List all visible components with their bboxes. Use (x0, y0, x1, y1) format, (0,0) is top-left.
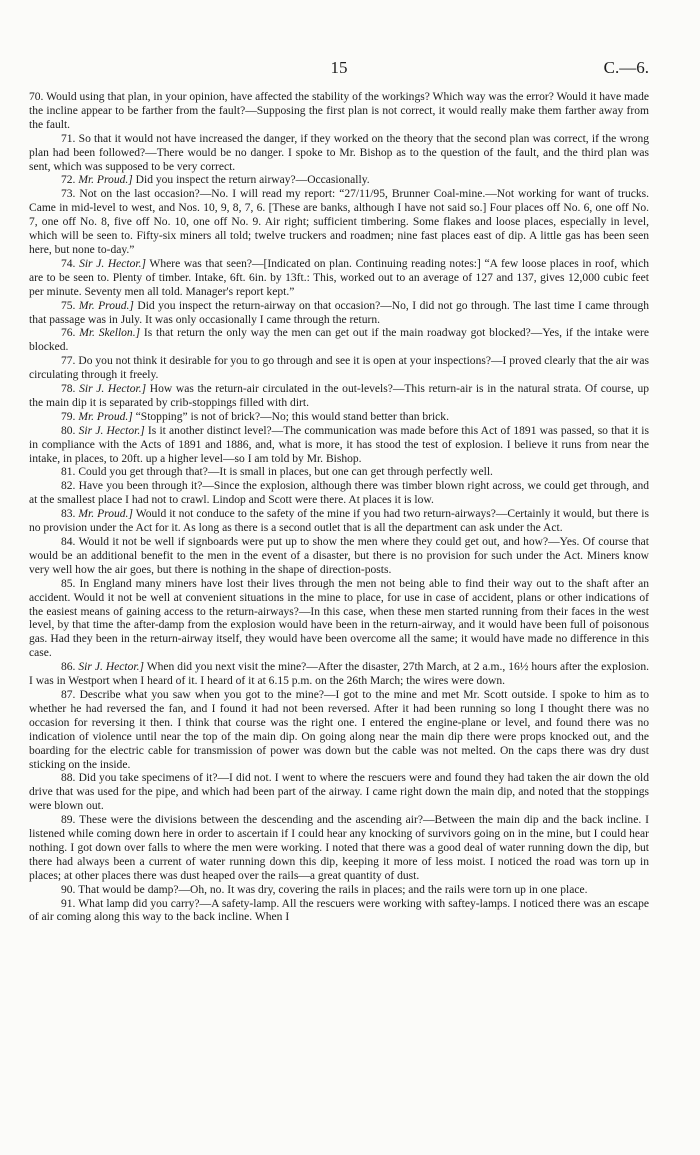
paragraph-text: Did you inspect the return-airway on that occasion?—No, I did not go through. The last time I came through that passage was in July. It was only occasionally I came through the return. (29, 299, 649, 326)
testimony-paragraph (29, 91, 649, 133)
paragraph-text: 90. That would be damp?—Oh, no. It was dry, covering the rails in places; and the rails were torn up in one place. (61, 883, 588, 896)
paragraph-text: When did you next visit the mine?—After the disaster, 27th March, at 2 a.m., 16½ hours after the explosion. I was in Westport when I heard of it. I heard of it at 6.15 p.m. on the 26th March; the wires were down. (29, 661, 649, 688)
testimony-paragraph (29, 814, 649, 884)
paragraph-text: 85. In England many miners have lost their lives through the men not being able to find their way out to the shaft after an accident. Would it not be well at convenient situations in the mine to place, for use in case of accident, plans or other indications of the easiest means of gaining access to the return-airways?—In this case, when these men started running from their faces in the west level, by that time the after-damp from the explosion would have been in the return-airway, and it would have been full of poisonous gas. Had they been in the return-airway itself, they would have been overcome all the same; it would have made no difference in this case. (29, 577, 649, 660)
testimony-paragraph (29, 689, 649, 772)
testimony-paragraph (29, 480, 649, 508)
speaker-name: Sir J. Hector.] (78, 424, 145, 437)
paragraph-text: Where was that seen?—[Indicated on plan. Continuing reading notes:] “A few loose places in roof, which are to be seen to. Plenty of timber. Intake, 6ft. 6in. by 13ft.: This, worked out to an average of 127 and 137, gives 12,000 cubic feet per minute. Seventy men all told. Manager's report kept.” (29, 257, 649, 298)
question-number: 78. (61, 383, 80, 396)
speaker-name: Mr. Proud.] (78, 508, 133, 521)
paragraph-text: 71. So that it would not have increased the danger, if they worked on the theory that the second plan was correct, if the wrong plan had been followed?—There would be no danger. I spoke to Mr. Bishop as to the question of the fault, and the third plan was sent, which was supposed to be very correct. (29, 132, 649, 173)
speaker-name: Sir J. Hector.] (78, 661, 144, 674)
document-reference: C.—6. (603, 58, 649, 77)
paragraph-text: How was the return-air circulated in the out-levels?—This return-air is in the natural strata. Of course, up the main dip it is separated by crib-stoppings filled with dirt. (29, 383, 649, 409)
testimony-paragraph (29, 188, 649, 258)
question-number: 80. (61, 424, 79, 437)
paragraph-text: Would it not conduce to the safety of the mine if you had two return-airways?—Certainly it would, but there is no provision under the Act for it. As long as there is a second outlet that is all the department can ask under the Act. (29, 508, 649, 535)
question-number: 79. (61, 410, 79, 423)
testimony-paragraph (29, 772, 649, 814)
testimony-paragraph (29, 258, 649, 300)
paragraph-text: Is it another distinct level?—The communication was made before this Act of 1891 was passed, so that it is in compliance with the Acts of 1891 and 1886, and, what is more, it has stood the test of explosion. I believe it runs from near the intake, in places, to 20ft. up a higher level—so I am told by Mr. Bishop. (29, 424, 649, 465)
page-number: 15 (330, 58, 348, 77)
speaker-name: Mr. Proud.] (78, 174, 133, 187)
question-number: 75. (61, 299, 79, 312)
speaker-name: Sir J. Hector.] (79, 257, 146, 270)
paragraph-text: Is that return the only way the men can get out if the main roadway got blocked?—Yes, if the intake were blocked. (29, 327, 649, 354)
paragraph-text: Did you inspect the return airway?—Occasionally. (132, 174, 370, 187)
testimony-body (29, 91, 649, 925)
paragraph-text: 81. Could you get through that?—It is small in places, but one can get through perfectly well. (61, 466, 493, 479)
testimony-paragraph (29, 355, 649, 383)
paragraph-text: 91. What lamp did you carry?—A safety-lamp. All the rescuers were working with saftey-lamps. I noticed there was an escape of air coming along this way to the back incline. When I (29, 897, 649, 924)
speaker-name: Sir J. Hector.] (79, 383, 147, 396)
testimony-paragraph (29, 133, 649, 175)
testimony-paragraph (29, 536, 649, 578)
speaker-name: Mr. Skellon.] (79, 327, 141, 340)
testimony-paragraph (29, 174, 649, 188)
speaker-name: Mr. Proud.] (78, 299, 134, 312)
paragraph-text: 88. Did you take specimens of it?—I did not. I went to where the rescuers were and found they had taken the air down the old drive that was used for the pipe, and which had been part of the airway. I came right down the main dip, and noted that the stoppings were blown out. (29, 772, 649, 813)
question-number: 74. (61, 257, 80, 270)
testimony-paragraph (29, 466, 649, 480)
testimony-paragraph (29, 411, 649, 425)
paragraph-text: 70. Would using that plan, in your opinion, have affected the stability of the workings? Which way was the error? Would it have made the incline appear to be farther from the fault?—Supposing the first plan is not correct, it would really make them farther away from the fault. (29, 91, 649, 131)
paragraph-text: 77. Do you not think it desirable for you to go through and see it is open at your inspections?—I proved clearly that the air was circulating through it freely. (29, 355, 649, 382)
testimony-paragraph (29, 425, 649, 467)
question-number: 86. (61, 661, 79, 674)
paragraph-text: 89. These were the divisions between the descending and the ascending air?—Between the main dip and the back incline. I listened while coming down here in order to ascertain if I could hear any knocking of survivors going on in the mine, but I could hear nothing. I got down over falls to where the men were working. I noted that there was a good deal of water running down the dip, but there had always been a current of water running down this dip, keeping it more of less moist. I noticed the road was torn up in places; at other places there was dust heaped over the rails—a great quantity of dust. (29, 814, 649, 882)
paragraph-text: “Stopping” is not of brick?—No; this would stand better than brick. (132, 410, 449, 423)
document-page (29, 0, 649, 924)
testimony-paragraph (29, 661, 649, 689)
testimony-paragraph (29, 383, 649, 411)
page-header (29, 0, 649, 78)
paragraph-text: 82. Have you been through it?—Since the explosion, although there was timber blown right across, we could get through, and at the smallest place I had not to crawl. Lindop and Scott were there. At places it is low. (29, 480, 649, 507)
testimony-paragraph (29, 508, 649, 536)
paragraph-text: 84. Would it not be well if signboards were put up to show the men where they could get out, and how?—Yes. Of course that would be an additional benefit to the men in the event of a disaster, but there is no provision for such under the Act. Miners know very well how the air goes, but there is nothing in the shape of direction-posts. (29, 536, 649, 576)
paragraph-text: 73. Not on the last occasion?—No. I will read my report: “27/11/95, Brunner Coal-mine.—Not working for want of trucks. Came in mid-level to west, and Nos. 10, 9, 8, 7, 6. [These are banks, although I have not said so.] Four places off No. 6, one off No. 7, one off No. 8, five off No. 10, one off No. 9. Air right; sufficient timbering. Some flakes and loose places, especially in level, which will be seen to. Fifty-six miners all told; twelve truckers and roadmen; nine fast places east of dip. A little gas has been seen here, but none to-day.” (29, 188, 649, 256)
testimony-paragraph (29, 884, 649, 898)
testimony-paragraph (29, 898, 649, 926)
question-number: 83. (61, 508, 79, 521)
question-number: 76. (61, 327, 80, 340)
testimony-paragraph (29, 327, 649, 355)
speaker-name: Mr. Proud.] (78, 410, 133, 423)
question-number: 72. (61, 174, 79, 187)
testimony-paragraph (29, 578, 649, 661)
testimony-paragraph (29, 300, 649, 328)
paragraph-text: 87. Describe what you saw when you got to the mine?—I got to the mine and met Mr. Scott outside. I spoke to him as to whether he had reversed the fan, and I found it had not been reversed. After it had been running so long I thought there was no occasion for reversing it then. I think that course was the right one. I entered the engine-plane or level, and found there was no indication of violence until near the top of the main dip. On going along near the main dip there were props knocked out, and the boarding for the electric cable for transmission of power was down but the cable was not melted. On the caps there was dry dust sticking on the inside. (29, 688, 649, 771)
